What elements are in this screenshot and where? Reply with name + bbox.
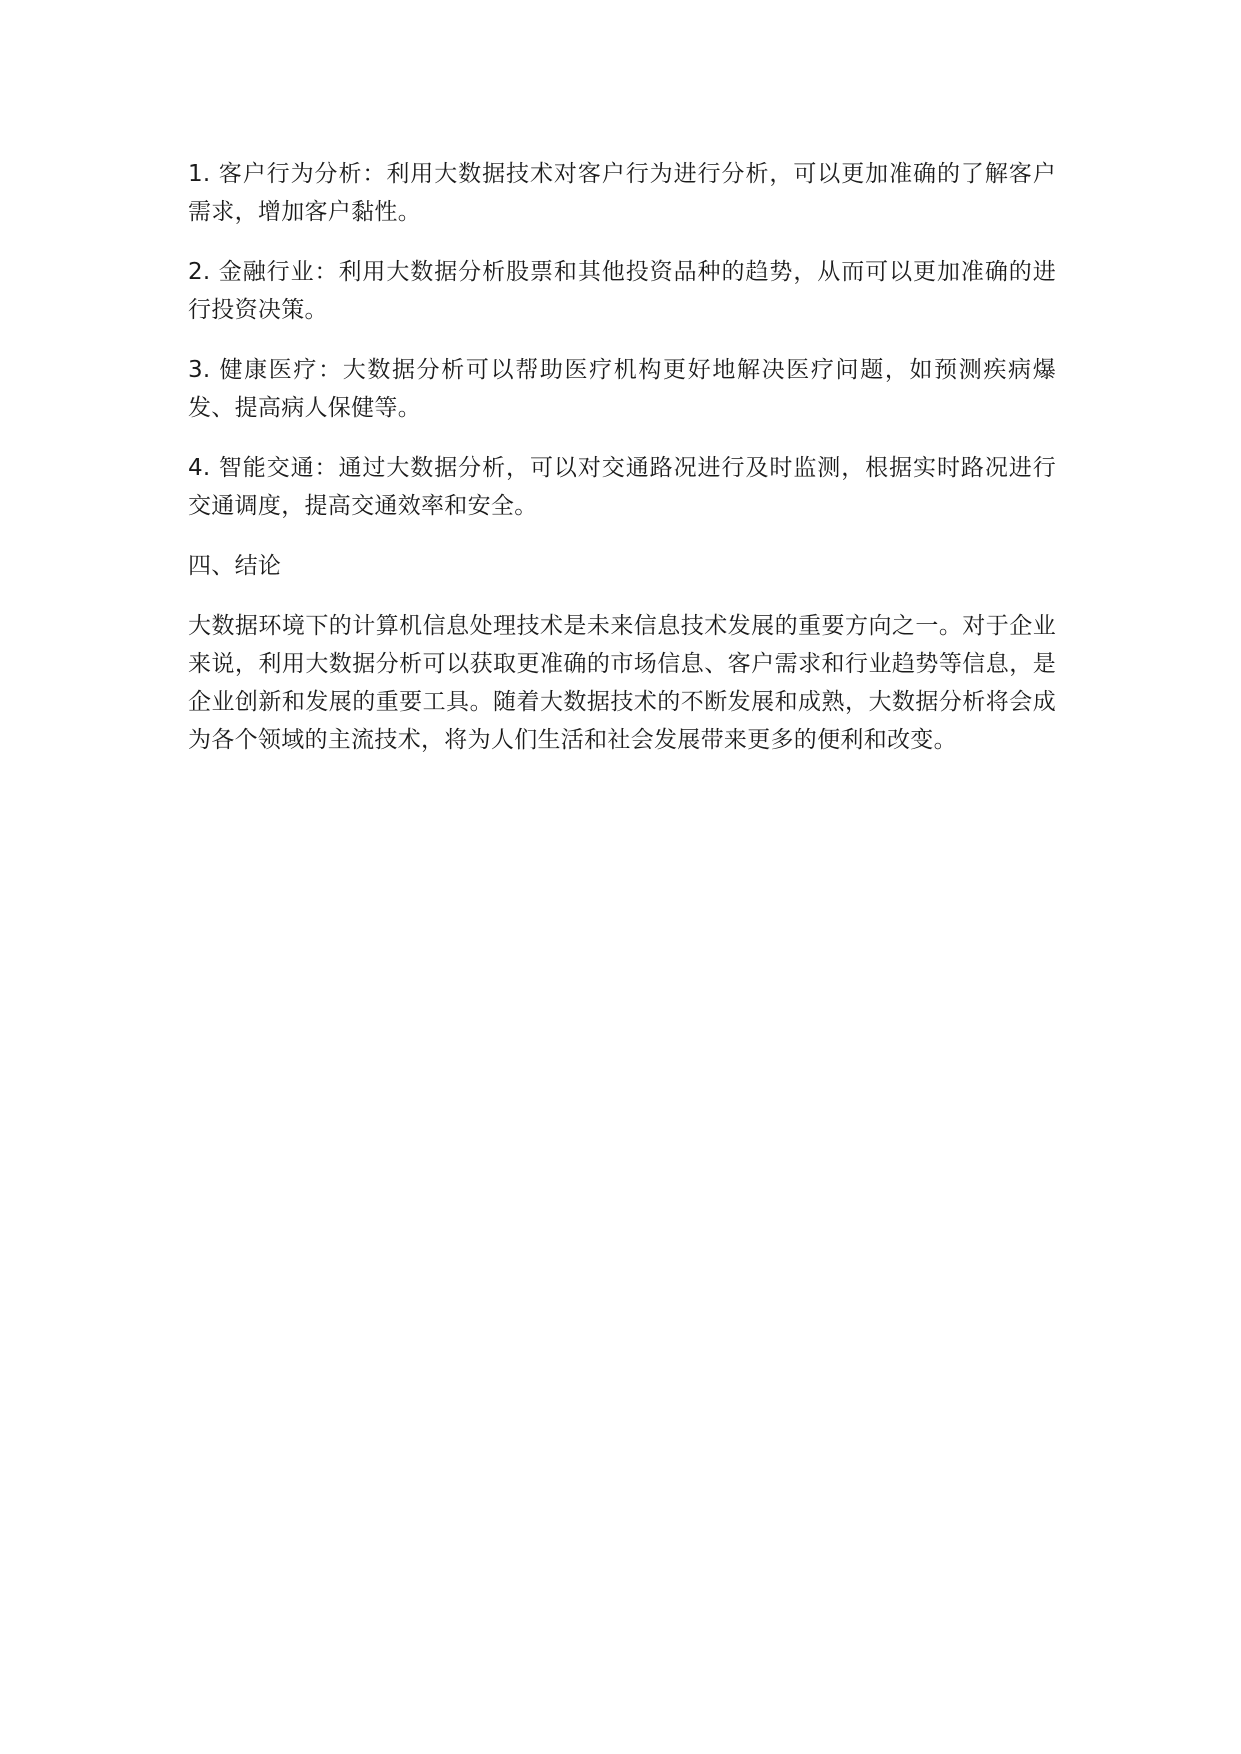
document-body <box>188 155 1056 781</box>
list-item-customer-behavior: 1. 客户行为分析：利用大数据技术对客户行为进行分析，可以更加准确的了解客户需求，增加客户黏性。 <box>188 161 1056 225</box>
list-item-smart-traffic: 4. 智能交通：通过大数据分析，可以对交通路况进行及时监测，根据实时路况进行交通调度，提高交通效率和安全。 <box>188 455 1056 519</box>
list-item-healthcare: 3. 健康医疗：大数据分析可以帮助医疗机构更好地解决医疗问题，如预测疾病爆发、提高病人保健等。 <box>188 357 1056 421</box>
list-item-finance: 2. 金融行业：利用大数据分析股票和其他投资品种的趋势，从而可以更加准确的进行投资决策。 <box>188 259 1056 323</box>
conclusion-paragraph: 大数据环境下的计算机信息处理技术是未来信息技术发展的重要方向之一。对于企业来说，利用大数据分析可以获取更准确的市场信息、客户需求和行业趋势等信息，是企业创新和发展的重要工具。随着大数据技术的不断发展和成熟，大数据分析将会成为各个领域的主流技术，将为人们生活和社会发展带来更多的便利和改变。 <box>188 613 1056 753</box>
section-heading-conclusion: 四、结论 <box>188 553 282 579</box>
